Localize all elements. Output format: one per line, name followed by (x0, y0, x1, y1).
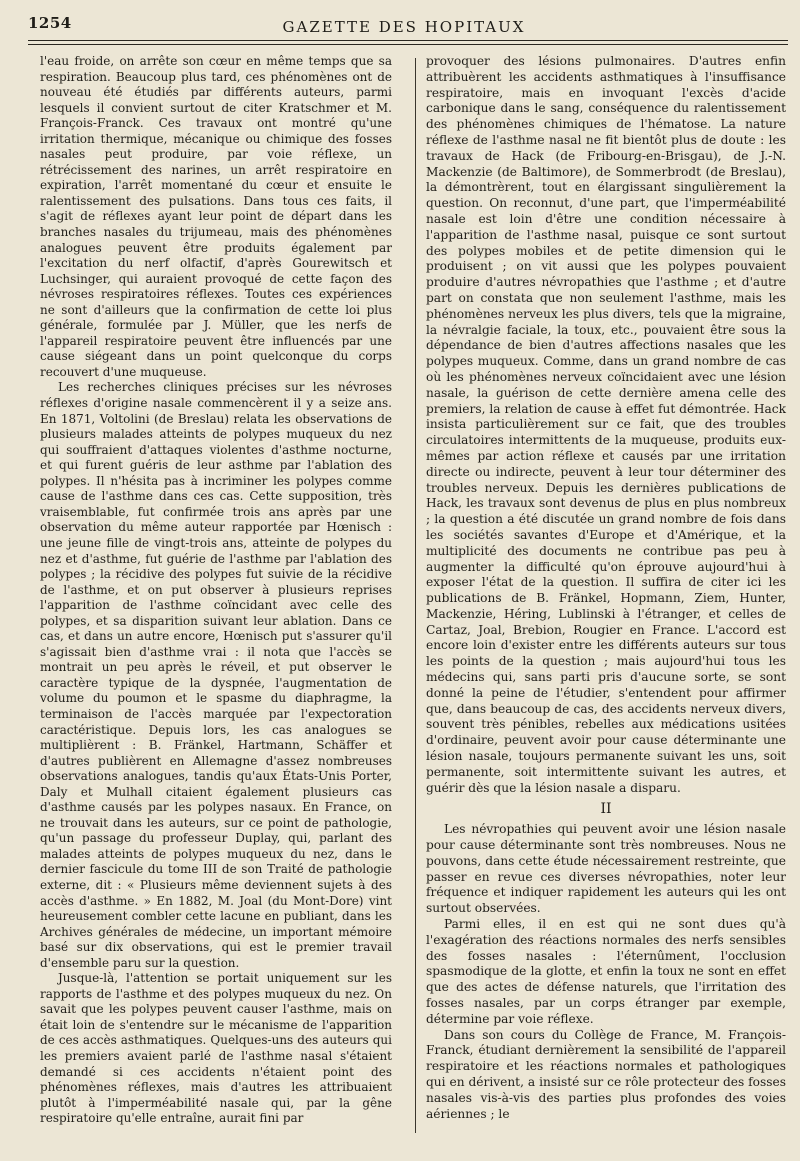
right-paragraph-4: Dans son cours du Collège de France, M. François-Franck, étudiant dernièrement la sensibilité de l'appareil respiratoire et les réactions normales et pathologiques qui en dérivent, a insisté sur ce rôle protecteur des fosses nasales vis-à-vis des parties plus profondes des voies aériennes ; le (426, 1027, 786, 1121)
section-heading: II (600, 801, 612, 818)
left-paragraph-3: Jusque-là, l'attention se portait uniquement sur les rapports de l'asthme et des polypes muqueux du nez. On savait que les polypes peuvent causer l'asthme, mais on était loin de s'entendre sur le mécanisme de l'apparition de ces accès asthmatiques. Quelques-uns des auteurs qui les premiers avaient parlé de l'asthme nasal s'étaient demandé si ces accidents n'étaient point des phénomènes réflexes, mais d'autres les attribuaient plutôt à l'imperméabilité nasale qui, par la gêne respiratoire qu'elle entraîne, aurait fini par (40, 971, 392, 1126)
header-rule (28, 40, 788, 41)
right-column (426, 54, 786, 1122)
left-paragraph-1: l'eau froide, on arrête son cœur en même temps que sa respiration. Beaucoup plus tard, ces phénomènes ont de nouveau été étudiés par différents auteurs, parmi lesquels il convient surtout de citer Kratschmer et M. François-Franck. Ces travaux ont montré qu'une irritation thermique, mécanique ou chimique des fosses nasales peut produire, par voie réflexe, un rétrécissement des narines, un arrêt respiratoire en expiration, l'arrêt momentané du cœur et ensuite le ralentissement des pulsations. Dans tous ces faits, il s'agit de réflexes ayant leur point de départ dans les branches nasales du trijumeau, mais des phénomènes analogues peuvent être produits également par l'excitation du nerf olfactif, d'après Gourewitsch et Luchsinger, qui auraient provoqué de cette façon des névroses respiratoires réflexes. Toutes ces expériences ne sont d'ailleurs que la confirmation de cette loi plus générale, formulée par J. Müller, que les nerfs de l'appareil respiratoire peuvent être influencés par une cause siégeant dans un point quelconque du corps recouvert d'une muqueuse. (40, 54, 392, 379)
left-column (40, 54, 392, 1127)
right-paragraph-2: Les névropathies qui peuvent avoir une lésion nasale pour cause déterminante sont très nombreuses. Nous ne pouvons, dans cette étude nécessairement restreinte, que passer en revue ces diverses névropathies, noter leur fréquence et indiquer rapidement les auteurs qui les ont surtout observées. (426, 822, 786, 916)
column-divider (415, 58, 416, 1133)
right-paragraph-1: provoquer des lésions pulmonaires. D'autres enfin attribuèrent les accidents asthmatiques à l'insuffisance respiratoire, mais en invoquant l'excès d'acide carbonique dans le sang, conséquence du ralentissement des phénomènes chimiques de l'hématose. La nature réflexe de l'asthme nasal ne fit bientôt plus de doute : les travaux de Hack (de Fribourg-en-Brisgau), de J.-N. Mackenzie (de Baltimore), de Sommerbrodt (de Breslau), la démontrèrent, tout en élargissant singulièrement la question. On reconnut, d'une part, que l'imperméabilité nasale est loin d'être une condition nécessaire à l'apparition de l'asthme nasal, puisque ce sont surtout des polypes mobiles et de petite dimension qui le produisent ; on vit aussi que les polypes pouvaient produire d'autres névropathies que l'asthme ; et d'autre part on constata que non seulement l'asthme, mais les phénomènes nerveux les plus divers, tels que la migraine, la névralgie faciale, la toux, etc., pouvaient être sous la dépendance de bien d'autres affections nasales que les polypes muqueux. Comme, dans un grand nombre de cas où les phénomènes nerveux coïncidaient avec une lésion nasale, la guérison de cette dernière amena celle des premiers, la relation de cause à effet fut démontrée. Hack insista particulièrement sur ce fait, que des troubles circulatoires intermittents de la muqueuse, produits eux-mêmes par action réflexe et causés par une irritation directe ou indirecte, peuvent à leur tour déterminer des troubles nerveux. Depuis les dernières publications de Hack, les travaux sont devenus de plus en plus nombreux ; la question a été discutée un grand nombre de fois dans les sociétés savantes d'Europe et d'Amérique, et la multiplicité des documents ne contribue pas peu à augmenter la difficulté qu'on éprouve aujourd'hui à exposer l'état de la question. Il suffira de citer ici les publications de B. Fränkel, Hopmann, Ziem, Hunter, Mackenzie, Héring, Lublinski à l'étranger, et celles de Cartaz, Joal, Brebion, Rougier en France. L'accord est encore loin d'exister entre les différents auteurs sur tous les points de la question ; mais aujourd'hui tous les médecins qui, sans parti pris d'aucune sorte, se sont donné la peine de l'étudier, s'entendent pour affirmer que, dans beaucoup de cas, des accidents nerveux divers, souvent très pénibles, rebelles aux médications usitées d'ordinaire, peuvent avoir pour cause déterminante une lésion nasale, toujours permanente suivant les uns, soit permanente, soit intermittente suivant les autres, et guérir dès que la lésion nasale a disparu. (426, 54, 786, 795)
journal-title: GAZETTE DES HOPITAUX (282, 18, 526, 36)
page-header (28, 6, 780, 36)
right-paragraph-3: Parmi elles, il en est qui ne sont dues qu'à l'exagération des réactions normales des nerfs sensibles des fosses nasales : l'éternûment, l'occlusion spasmodique de la glotte, et enfin la toux ne sont en effet que des actes de défense naturels, que l'irritation des fosses nasales, par un corps étranger par exemple, détermine par voie réflexe. (426, 917, 786, 1026)
page-number: 1254 (28, 14, 72, 32)
left-paragraph-2: Les recherches cliniques précises sur les névroses réflexes d'origine nasale commencèrent il y a seize ans. En 1871, Voltolini (de Breslau) relata les observations de plusieurs malades atteints de polypes muqueux du nez qui souffraient d'attaques violentes d'asthme nocturne, et qui furent guéris de leur asthme par l'ablation des polypes. Il n'hésita pas à incriminer les polypes comme cause de l'asthme dans ces cas. Cette supposition, très vraisemblable, fut confirmée trois ans après par une observation du même auteur rapportée par Hœnisch : une jeune fille de vingt-trois ans, atteinte de polypes du nez et d'asthme, fut guérie de l'asthme par l'ablation des polypes ; la récidive des polypes fut suivie de la récidive de l'asthme, et on put observer à plusieurs reprises l'apparition de l'asthme coïncidant avec celle des polypes, et sa disparition suivant leur ablation. Dans ce cas, et dans un autre encore, Hœnisch put s'assurer qu'il s'agissait bien d'asthme vrai : il nota que l'accès se montrait un peu après le réveil, et put observer le caractère typique de la dyspnée, l'augmentation de volume du poumon et le spasme du diaphragme, la terminaison de l'accès marquée par l'expectoration caractéristique. Depuis lors, les cas analogues se multiplièrent : B. Fränkel, Hartmann, Schäffer et d'autres publièrent en Allemagne d'assez nombreuses observations analogues, tandis qu'aux États-Unis Porter, Daly et Mulhall citaient également plusieurs cas d'asthme causés par les polypes nasaux. En France, on ne trouvait dans les auteurs, sur ce point de pathologie, qu'un passage du professeur Duplay, qui, parlant des malades atteints de polypes muqueux du nez, dans le dernier fascicule du tome III de son Traité de pathologie externe, dit : « Plusieurs même deviennent sujets à des accès d'asthme. » En 1882, M. Joal (du Mont-Dore) vint heureusement combler cette lacune en publiant, dans les Archives générales de médecine, un important mémoire basé sur dix observations, qui est le premier travail d'ensemble paru sur la question. (40, 380, 392, 970)
header-rule-thin (28, 44, 788, 45)
